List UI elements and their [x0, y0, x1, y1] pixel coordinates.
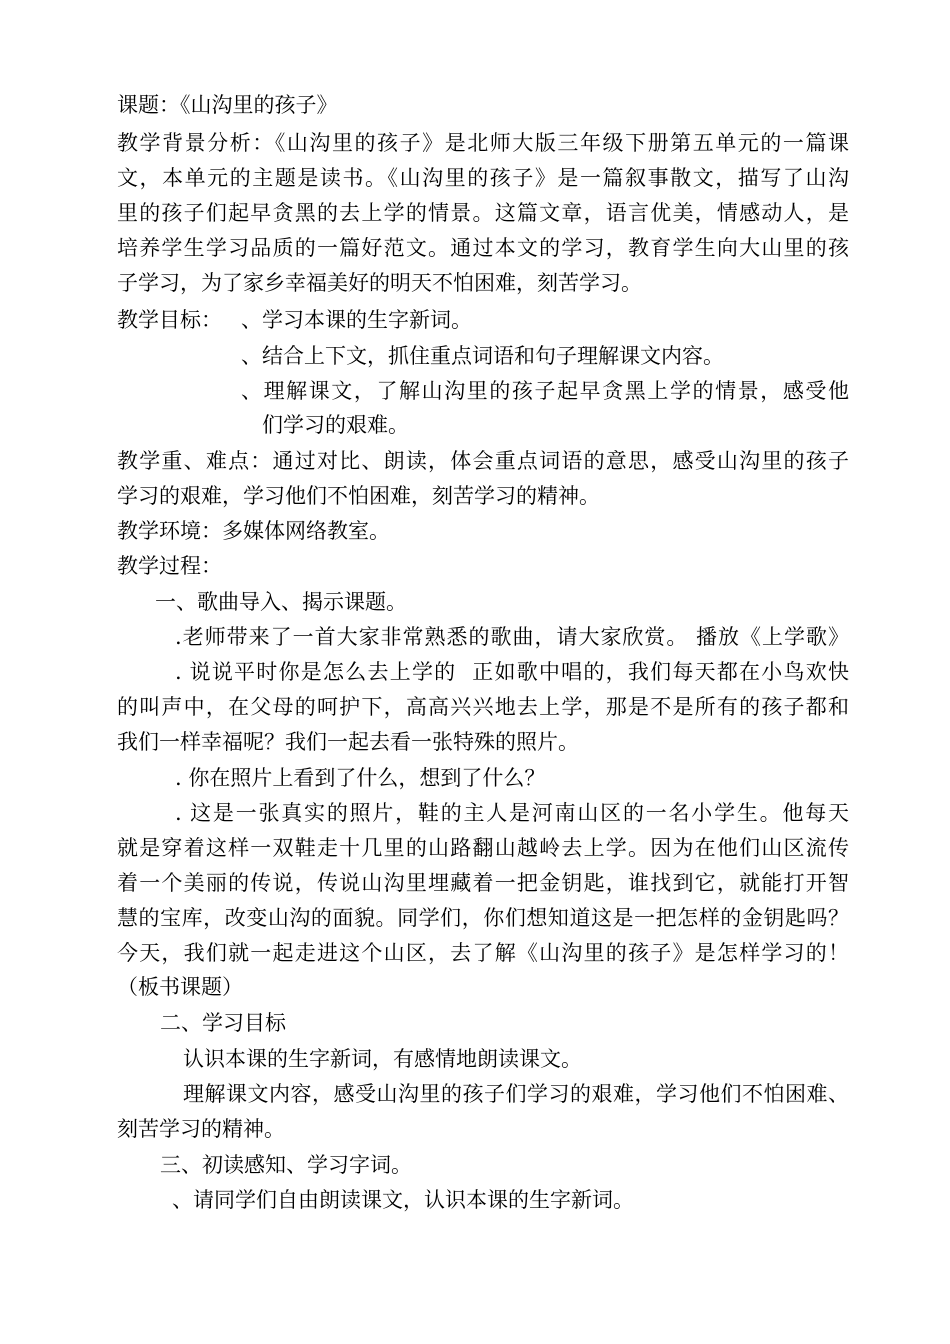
objective-item: 、理解课文，了解山沟里的孩子起早贪黑上学的情景，感受他 — [241, 379, 849, 403]
section-heading: 二、学习目标 — [160, 1011, 286, 1035]
section-text-line: 着一个美丽的传说，传说山沟里埋藏着一把金钥匙，谁找到它，就能打开智 — [117, 871, 849, 895]
section-text-line: 理解课文内容，感受山沟里的孩子们学习的艰难，学习他们不怕困难、 — [183, 1082, 849, 1106]
key-points-line: 教学重、难点：通过对比、朗读，体会重点词语的意思，感受山沟里的孩子 — [117, 449, 849, 473]
objectives-label: 教学目标： — [117, 308, 222, 332]
section-text-line: （板书课题） — [117, 975, 243, 999]
background-line: 教学背景分析：《山沟里的孩子》是北师大版三年级下册第五单元的一篇课 — [117, 131, 849, 155]
section-text-line: 今天，我们就一起走进这个山区，去了解《山沟里的孩子》是怎样学习的！ — [117, 941, 849, 965]
objective-item: 们学习的艰难。 — [262, 413, 409, 437]
section-text-line: 慧的宝库，改变山沟的面貌。同学们，你们想知道这是一把怎样的金钥匙吗？ — [117, 906, 849, 930]
process-label: 教学过程： — [117, 554, 222, 578]
section-text-line: 的叫声中，在父母的呵护下，高高兴兴地去上学，那是不是所有的孩子都和 — [117, 695, 849, 719]
background-line: 里的孩子们起早贪黑的去上学的情景。这篇文章，语言优美，情感动人，是 — [117, 201, 849, 225]
environment-line: 教学环境：多媒体网络教室。 — [117, 519, 390, 543]
section-text-line: 、请同学们自由朗读课文，认识本课的生字新词。 — [172, 1188, 634, 1212]
background-line: 培养学生学习品质的一篇好范文。通过本文的学习，教育学生向大山里的孩 — [117, 236, 849, 260]
section-text-line: . 你在照片上看到了什么，想到了什么？ — [175, 766, 546, 790]
section-text-line: 我们一样幸福呢？我们一起去看一张特殊的照片。 — [117, 730, 579, 754]
section-text-line: .老师带来了一首大家非常熟悉的歌曲，请大家欣赏。 播放《上学歌》 — [175, 625, 849, 649]
key-points-line: 学习的艰难，学习他们不怕困难，刻苦学习的精神。 — [117, 484, 600, 508]
lesson-title: 课题：《山沟里的孩子》 — [117, 93, 338, 117]
background-line: 文，本单元的主题是读书。《山沟里的孩子》是一篇叙事散文，描写了山沟 — [117, 166, 849, 190]
section-text-line: 就是穿着这样一双鞋走十几里的山路翻山越岭去上学。因为在他们山区流传 — [117, 836, 849, 860]
objective-item: 、学习本课的生字新词。 — [241, 308, 472, 332]
section-heading: 一、歌曲导入、揭示课题。 — [155, 590, 407, 614]
section-heading: 三、初读感知、学习字词。 — [160, 1153, 412, 1177]
section-text-line: . 这是一张真实的照片，鞋的主人是河南山区的一名小学生。他每天 — [175, 801, 849, 825]
background-line: 子学习，为了家乡幸福美好的明天不怕困难，刻苦学习。 — [117, 271, 642, 295]
section-text-line: 认识本课的生字新词，有感情地朗读课文。 — [183, 1047, 582, 1071]
section-text-line: . 说说平时你是怎么去上学的 正如歌中唱的，我们每天都在小鸟欢快 — [175, 660, 849, 684]
objective-item: 、结合上下文，抓住重点词语和句子理解课文内容。 — [241, 344, 724, 368]
section-text-line: 刻苦学习的精神。 — [117, 1117, 285, 1141]
